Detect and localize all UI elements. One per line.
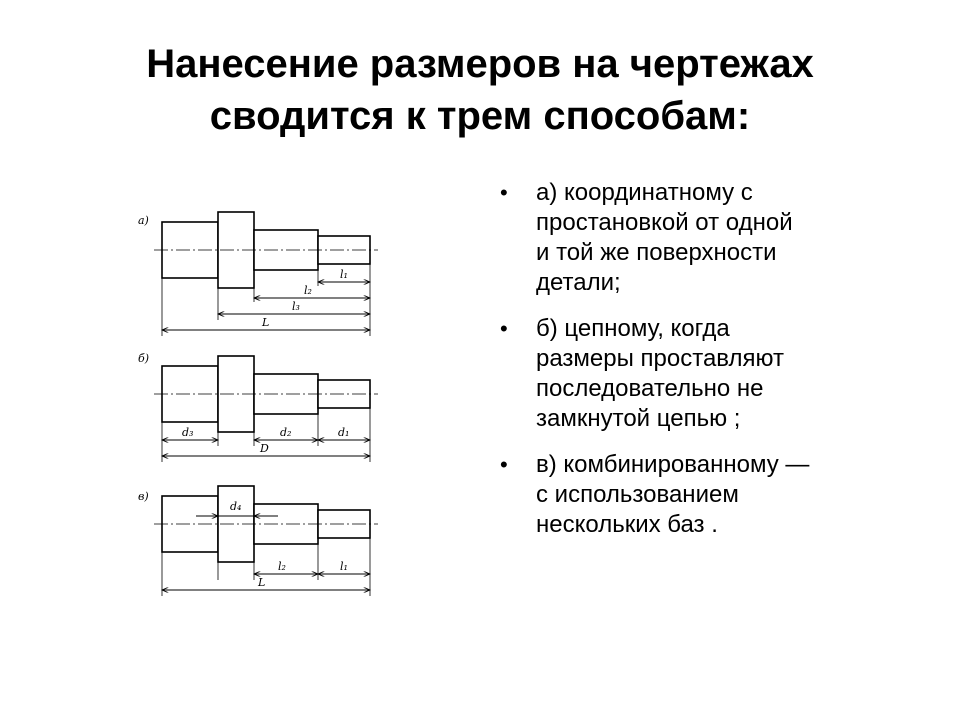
bullet-marker: • — [500, 180, 508, 205]
bullet-line: детали; — [536, 269, 621, 296]
bullet-line: последовательно не — [536, 375, 764, 402]
bullet-item-coordinate — [500, 178, 920, 298]
slide-title-line-2: сводится к трем способам: — [209, 94, 751, 138]
dim-label-c-L: L — [258, 576, 266, 589]
bullet-line: с использованием — [536, 481, 739, 508]
dim-label-l3: l₃ — [292, 300, 300, 313]
dimensioning-figure — [132, 200, 392, 610]
drawing-a-tag: а) — [138, 214, 149, 227]
slide-title — [40, 38, 920, 142]
drawing-b-tag: б) — [138, 352, 150, 365]
bullet-item-chain — [500, 314, 920, 434]
bullet-item-combined — [500, 450, 920, 540]
dim-label-d4: d₄ — [230, 500, 242, 513]
bullet-list — [500, 178, 920, 556]
dim-label-l2: l₂ — [304, 284, 312, 297]
dim-label-c-l1: l₁ — [340, 560, 348, 573]
dim-label-d2: d₂ — [280, 426, 292, 439]
bullet-line: а) координатному с — [536, 179, 753, 206]
drawing-c-tag: в) — [138, 490, 149, 503]
bullet-line: замкнутой цепью ; — [536, 405, 741, 432]
bullet-line: и той же поверхности — [536, 239, 777, 266]
bullet-line: в) комбинированному — — [536, 451, 810, 478]
drawing-c — [138, 486, 378, 596]
dim-label-L: L — [262, 316, 270, 329]
dim-label-d1: d₁ — [338, 426, 350, 439]
bullet-line: нескольких баз . — [536, 511, 718, 538]
bullet-marker: • — [500, 452, 508, 477]
dim-label-l1: l₁ — [340, 268, 348, 281]
bullet-line: простановкой от одной — [536, 209, 793, 236]
bullet-marker: • — [500, 316, 508, 341]
dim-label-D: D — [260, 442, 269, 455]
dim-label-d3: d₃ — [182, 426, 194, 439]
shaft-drawings-svg — [132, 200, 392, 610]
drawing-a — [138, 212, 378, 336]
slide-title-line-1: Нанесение размеров на чертежах — [146, 42, 814, 86]
bullet-line: размеры проставляют — [536, 345, 784, 372]
bullet-line: б) цепному, когда — [536, 315, 730, 342]
drawing-b — [138, 352, 378, 462]
dim-label-c-l2: l₂ — [278, 560, 286, 573]
